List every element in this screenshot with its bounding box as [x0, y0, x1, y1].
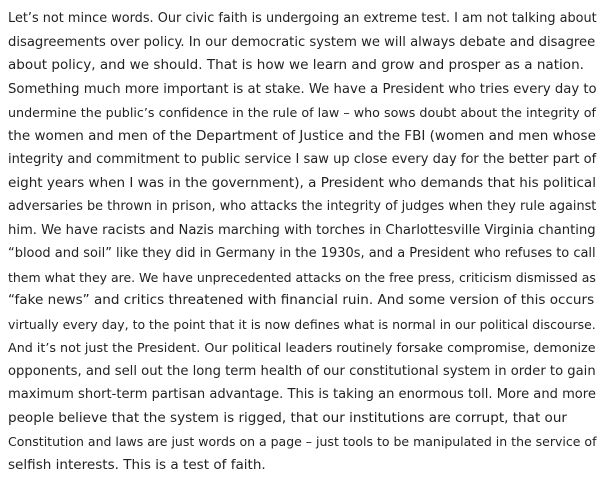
paragraph-line: people believe that the system is rigged, that our institutions are corrupt, that our [8, 409, 568, 426]
paragraph-line: Constitution and laws are just words on a page – just tools to be manipulated in the service of [8, 434, 597, 449]
paragraph-line: about policy, and we should. That is how we learn and grow and prosper as a nation. [8, 57, 584, 73]
paragraph-line: them what they are. We have unprecedented attacks on the free press, criticism dismissed as [8, 269, 596, 285]
paragraph-line: adversaries be thrown in prison, who attacks the integrity of judges when they rule against [8, 199, 597, 214]
paragraph-line: Let’s not mince words. Our civic faith is undergoing an extreme test. I am not talking about [8, 11, 597, 26]
paragraph-line: maximum short-term partisan advantage. This is taking an enormous toll. More and more [8, 387, 596, 402]
paragraph-line: opponents, and sell out the long term health of our constitutional system in order to gain [8, 363, 596, 379]
paragraph-line: selfish interests. This is a test of faith. [8, 456, 266, 473]
paragraph-line: undermine the public’s confidence in the rule of law – who sows doubt about the integrity of [8, 105, 596, 120]
paragraph-line: And it’s not just the President. Our political leaders routinely forsake compromise, demonize [8, 340, 596, 355]
document-paragraph [8, 7, 598, 477]
paragraph-line: integrity and commitment to public service I saw up close every day for the better part of [8, 152, 597, 167]
paragraph-line: “blood and soil” like they did in Germany in the 1930s, and a President who refuses to call [8, 246, 596, 261]
paragraph-line: “fake news” and critics threatened with financial ruin. And some version of this occurs [8, 292, 595, 308]
paragraph-line: the women and men of the Department of Justice and the FBI (women and men whose [8, 127, 596, 144]
paragraph-line: eight years when I was in the government), a President who demands that his political [8, 174, 596, 191]
paragraph-line: him. We have racists and Nazis marching with torches in Charlottesville Virginia chanting [8, 222, 596, 238]
paragraph-line: virtually every day, to the point that it is now defines what is normal in our political discourse. [8, 316, 596, 332]
paragraph-line: Something much more important is at stake. We have a President who tries every day to [8, 81, 597, 97]
paragraph-line: disagreements over policy. In our democratic system we will always debate and disagree [8, 34, 596, 50]
